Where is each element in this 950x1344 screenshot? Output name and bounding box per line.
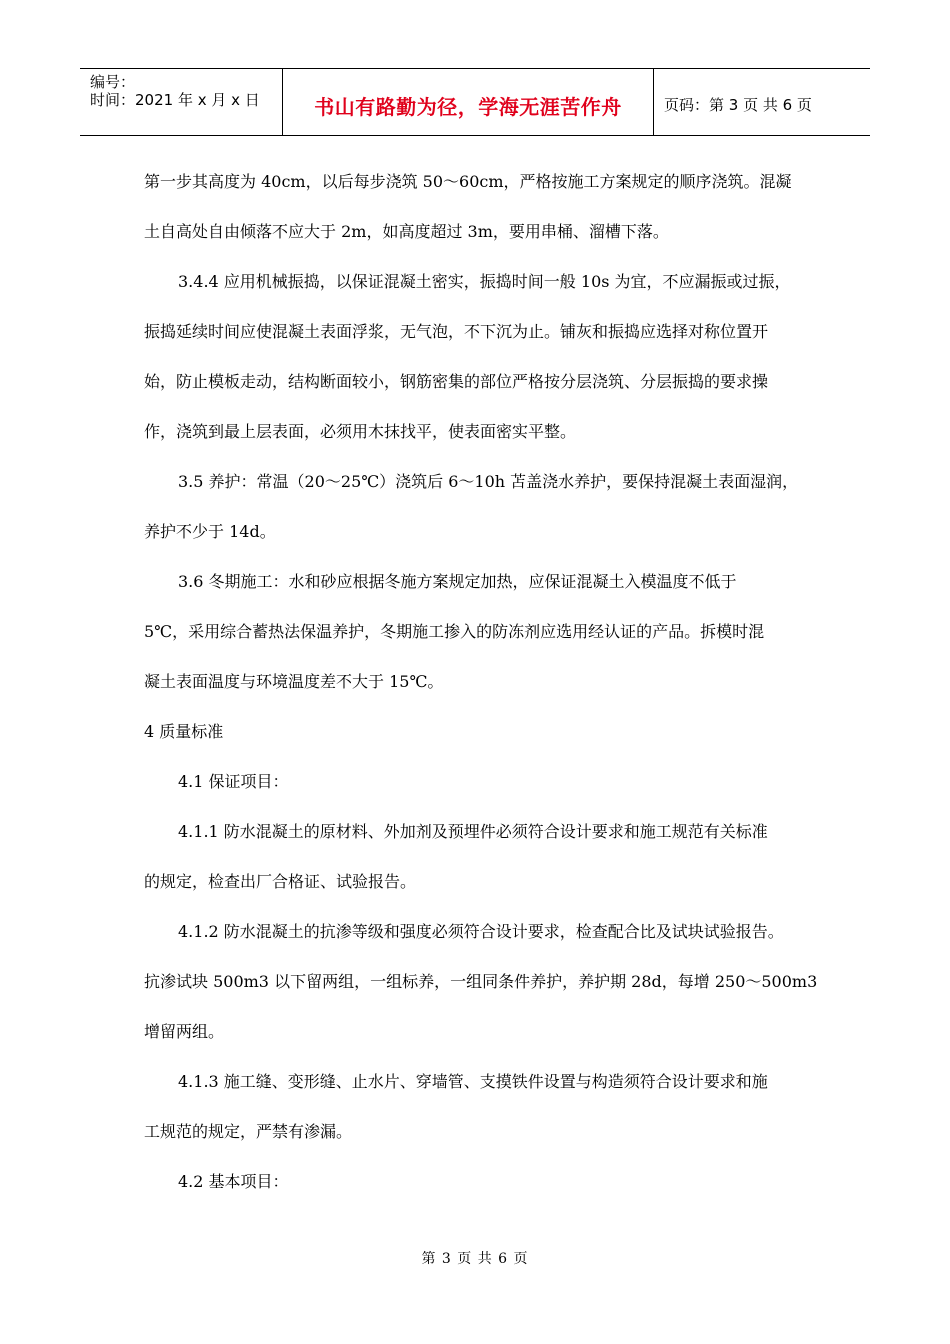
header-page-info: 页码：第 3 页 共 6 页 (664, 95, 812, 114)
body-line: 土自高处自由倾落不应大于 2m，如高度超过 3m，要用串桶、溜槽下落。 (144, 222, 669, 241)
subsection-heading: 4.2 基本项目： (178, 1172, 289, 1191)
page-footer: 第 3 页 共 6 页 (421, 1251, 529, 1267)
body-line: 5℃，采用综合蓄热法保温养护，冬期施工掺入的防冻剂应选用经认证的产品。拆模时混 (144, 622, 765, 641)
section-heading: 4 质量标准 (144, 722, 224, 741)
header-motto-cell (282, 69, 654, 135)
header-motto: 书山有路勤为径，学海无涯苦作舟 (314, 94, 622, 119)
body-line: 4.1.3 施工缝、变形缝、止水片、穿墙管、支摸铁件设置与构造须符合设计要求和施 (178, 1072, 768, 1091)
body-line: 始，防止模板走动，结构断面较小，钢筋密集的部位严格按分层浇筑、分层振捣的要求操 (144, 372, 769, 391)
body-line: 凝土表面温度与环境温度差不大于 15℃。 (144, 672, 444, 691)
header-meta (80, 69, 282, 135)
body-line: 作，浇筑到最上层表面，必须用木抹找平，使表面密实平整。 (144, 422, 577, 441)
body-line: 3.4.4 应用机械振捣，以保证混凝土密实，振捣时间一般 10s 为宜，不应漏振或过振， (178, 272, 791, 291)
body-line: 3.6 冬期施工：水和砂应根据冬施方案规定加热，应保证混凝土入模温度不低于 (178, 572, 737, 591)
body-line: 养护不少于 14d。 (144, 522, 276, 541)
body-line: 4.1.2 防水混凝土的抗渗等级和强度必须符合设计要求，检查配合比及试块试验报告。 (178, 922, 784, 941)
document-number: 编号： (90, 73, 136, 91)
body-line: 4.1.1 防水混凝土的原材料、外加剂及预埋件必须符合设计要求和施工规范有关标准 (178, 822, 768, 841)
body-line: 的规定，检查出厂合格证、试验报告。 (144, 872, 417, 891)
page-header (80, 68, 870, 136)
document-date: 时间：2021 年 x 月 x 日 (90, 91, 260, 109)
body-line: 振捣延续时间应使混凝土表面浮浆，无气泡，不下沉为止。铺灰和振捣应选择对称位置开 (144, 322, 769, 341)
body-line: 抗渗试块 500m3 以下留两组，一组标养，一组同条件养护，养护期 28d，每增 250～500m3 (144, 972, 818, 991)
body-line: 增留两组。 (144, 1022, 225, 1041)
body-line: 第一步其高度为 40cm，以后每步浇筑 50～60cm，严格按施工方案规定的顺序浇筑。混凝 (144, 172, 792, 191)
subsection-heading: 4.1 保证项目： (178, 772, 289, 791)
body-line: 3.5 养护：常温（20～25℃）浇筑后 6～10h 苫盖浇水养护，要保持混凝土表面湿润， (178, 472, 799, 491)
header-page-info-cell (654, 69, 870, 135)
body-line: 工规范的规定，严禁有渗漏。 (144, 1122, 353, 1141)
